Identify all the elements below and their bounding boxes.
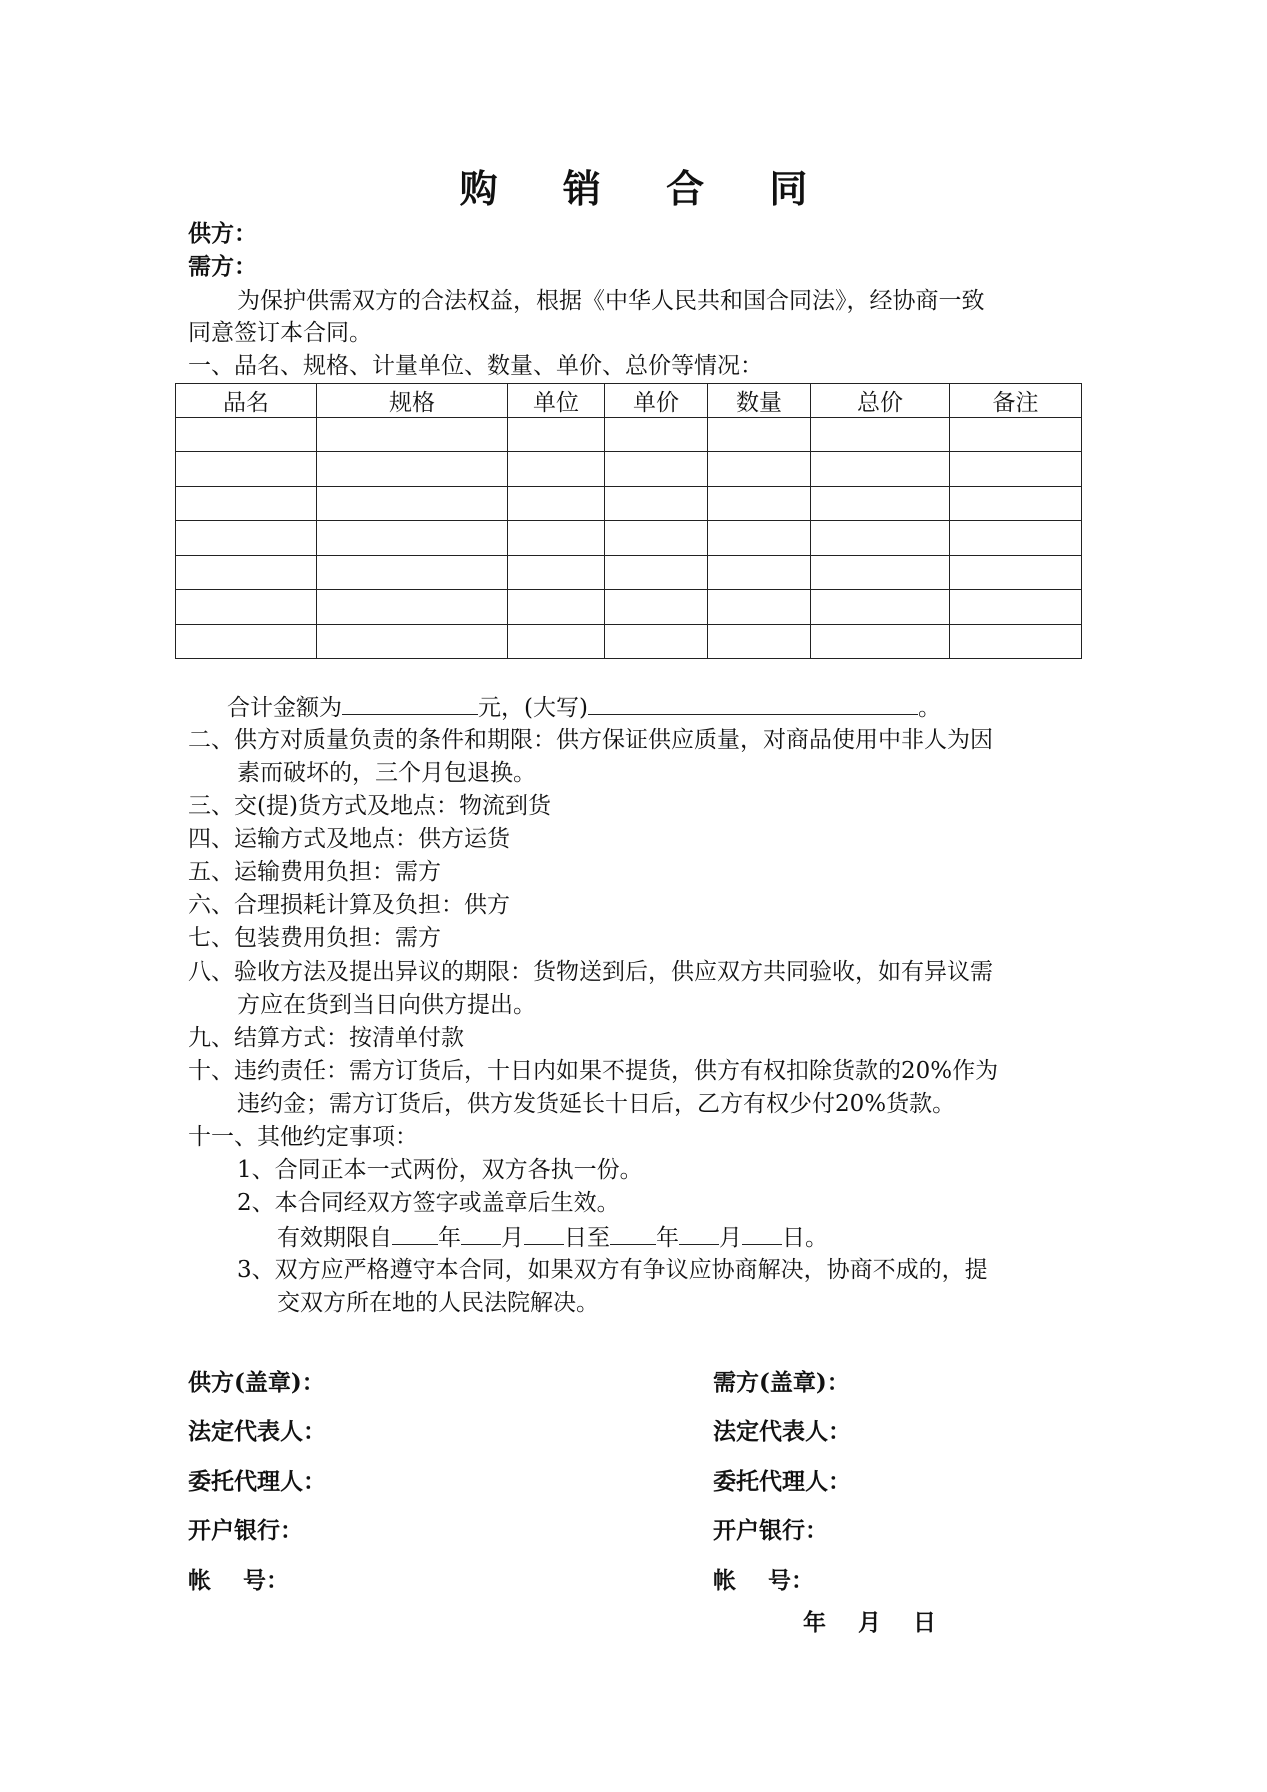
supplier-rep-label: 法定代表人： <box>188 1418 326 1445</box>
table-cell[interactable] <box>811 555 950 589</box>
table-cell[interactable] <box>605 486 708 520</box>
table-row <box>176 486 1082 520</box>
intro-line-2: 同意签订本合同。 <box>188 320 372 346</box>
table-cell[interactable] <box>508 486 605 520</box>
signature-date: 年 月 日 <box>803 1609 937 1636</box>
buyer-label: 需方： <box>188 253 257 280</box>
table-cell[interactable] <box>708 624 811 658</box>
table-cell[interactable] <box>811 486 950 520</box>
buyer-rep-label: 法定代表人： <box>713 1418 851 1445</box>
table-cell[interactable] <box>176 521 317 555</box>
document-title: 购 销 合 同 <box>459 166 834 211</box>
end-year-blank[interactable] <box>610 1220 656 1245</box>
table-cell[interactable] <box>317 624 508 658</box>
table-cell[interactable] <box>950 452 1082 486</box>
clause-9: 九、结算方式：按清单付款 <box>188 1025 464 1051</box>
table-cell[interactable] <box>176 624 317 658</box>
clause-7: 七、包装费用负担：需方 <box>188 925 441 951</box>
table-cell[interactable] <box>950 418 1082 452</box>
validity-year: 年 <box>438 1225 461 1251</box>
table-cell[interactable] <box>176 555 317 589</box>
table-cell[interactable] <box>708 555 811 589</box>
table-row <box>176 521 1082 555</box>
table-cell[interactable] <box>950 590 1082 624</box>
table-cell[interactable] <box>605 418 708 452</box>
total-prefix: 合计金额为 <box>227 695 342 721</box>
sub-clause-2: 2、本合同经双方签字或盖章后生效。 <box>237 1190 620 1216</box>
header-spec: 规格 <box>317 384 508 418</box>
table-cell[interactable] <box>605 521 708 555</box>
supplier-agent-label: 委托代理人： <box>188 1468 326 1495</box>
table-cell[interactable] <box>605 590 708 624</box>
table-header-row <box>176 384 1082 418</box>
buyer-bank-label: 开户银行： <box>713 1517 828 1544</box>
table-cell[interactable] <box>811 521 950 555</box>
header-quantity: 数量 <box>708 384 811 418</box>
header-item-name: 品名 <box>176 384 317 418</box>
clause-10-line-2: 违约金；需方订货后，供方发货延长十日后，乙方有权少付20%货款。 <box>237 1091 956 1117</box>
header-unit: 单位 <box>508 384 605 418</box>
table-cell[interactable] <box>950 486 1082 520</box>
table-cell[interactable] <box>508 418 605 452</box>
table-cell[interactable] <box>176 452 317 486</box>
table-cell[interactable] <box>317 590 508 624</box>
table-row <box>176 418 1082 452</box>
total-uppercase-blank[interactable] <box>588 690 918 715</box>
table-cell[interactable] <box>605 624 708 658</box>
validity-month: 月 <box>501 1225 524 1251</box>
table-row <box>176 590 1082 624</box>
table-cell[interactable] <box>508 452 605 486</box>
table-cell[interactable] <box>508 555 605 589</box>
clause-4: 四、运输方式及地点：供方运货 <box>188 826 510 852</box>
validity-line <box>277 1220 828 1254</box>
validity-day-to: 日至 <box>564 1225 610 1251</box>
sub-clause-3-line-1: 3、双方应严格遵守本合同，如果双方有争议应协商解决，协商不成的，提 <box>237 1257 988 1283</box>
supplier-bank-label: 开户银行： <box>188 1517 303 1544</box>
buyer-seal-label: 需方(盖章)： <box>713 1369 850 1396</box>
table-cell[interactable] <box>950 521 1082 555</box>
buyer-account-label: 帐 号： <box>713 1567 815 1594</box>
sub-clause-1: 1、合同正本一式两份，双方各执一份。 <box>237 1157 643 1183</box>
end-month-blank[interactable] <box>679 1220 719 1245</box>
table-cell[interactable] <box>508 624 605 658</box>
clause-3: 三、交(提)货方式及地点：物流到货 <box>188 793 551 819</box>
table-cell[interactable] <box>508 521 605 555</box>
table-cell[interactable] <box>950 624 1082 658</box>
table-cell[interactable] <box>176 590 317 624</box>
total-mid: 元，(大写) <box>478 695 588 721</box>
header-remarks: 备注 <box>950 384 1082 418</box>
buyer-agent-label: 委托代理人： <box>713 1468 851 1495</box>
table-cell[interactable] <box>317 452 508 486</box>
table-cell[interactable] <box>317 418 508 452</box>
sub-clause-3-line-2: 交双方所在地的人民法院解决。 <box>277 1290 599 1316</box>
total-amount-blank[interactable] <box>342 690 478 715</box>
validity-prefix: 有效期限自 <box>277 1225 392 1251</box>
total-end: 。 <box>917 695 941 721</box>
table-cell[interactable] <box>811 590 950 624</box>
intro-line-1: 为保护供需双方的合法权益，根据《中华人民共和国合同法》，经协商一致 <box>237 288 985 314</box>
table-cell[interactable] <box>708 418 811 452</box>
end-day-blank[interactable] <box>742 1220 782 1245</box>
clause-6: 六、合理损耗计算及负担：供方 <box>188 892 510 918</box>
table-cell[interactable] <box>317 486 508 520</box>
header-unit-price: 单价 <box>605 384 708 418</box>
items-table <box>175 383 1082 659</box>
clause-8-line-2: 方应在货到当日向供方提出。 <box>237 992 536 1018</box>
validity-year-2: 年 <box>656 1225 679 1251</box>
start-month-blank[interactable] <box>461 1220 501 1245</box>
supplier-account-label: 帐 号： <box>188 1567 290 1594</box>
supplier-seal-label: 供方(盖章)： <box>188 1369 325 1396</box>
start-day-blank[interactable] <box>524 1220 564 1245</box>
supplier-label: 供方： <box>188 220 257 247</box>
table-row <box>176 452 1082 486</box>
table-cell[interactable] <box>708 486 811 520</box>
table-cell[interactable] <box>811 624 950 658</box>
section-1-heading: 一、品名、规格、计量单位、数量、单价、总价等情况： <box>188 353 763 379</box>
clause-5: 五、运输费用负担：需方 <box>188 859 441 885</box>
table-cell[interactable] <box>605 452 708 486</box>
table-row <box>176 624 1082 658</box>
start-year-blank[interactable] <box>392 1220 438 1245</box>
clause-11-heading: 十一、其他约定事项： <box>188 1124 418 1150</box>
table-cell[interactable] <box>508 590 605 624</box>
total-amount-line <box>227 690 941 724</box>
validity-day-end: 日。 <box>782 1225 828 1251</box>
validity-month-2: 月 <box>719 1225 742 1251</box>
table-cell[interactable] <box>811 418 950 452</box>
header-total-price: 总价 <box>811 384 950 418</box>
table-cell[interactable] <box>708 452 811 486</box>
clause-2-line-2: 素而破坏的，三个月包退换。 <box>237 760 536 786</box>
table-cell[interactable] <box>708 590 811 624</box>
table-cell[interactable] <box>605 555 708 589</box>
clause-10-line-1: 十、违约责任：需方订货后，十日内如果不提货，供方有权扣除货款的20%作为 <box>188 1058 999 1084</box>
table-cell[interactable] <box>811 452 950 486</box>
table-cell[interactable] <box>176 486 317 520</box>
table-cell[interactable] <box>708 521 811 555</box>
table-row <box>176 555 1082 589</box>
table-cell[interactable] <box>176 418 317 452</box>
table-cell[interactable] <box>317 521 508 555</box>
table-cell[interactable] <box>317 555 508 589</box>
clause-8-line-1: 八、验收方法及提出异议的期限：货物送到后，供应双方共同验收，如有异议需 <box>188 959 993 985</box>
table-cell[interactable] <box>950 555 1082 589</box>
clause-2-line-1: 二、供方对质量负责的条件和期限：供方保证供应质量，对商品使用中非人为因 <box>188 727 993 753</box>
